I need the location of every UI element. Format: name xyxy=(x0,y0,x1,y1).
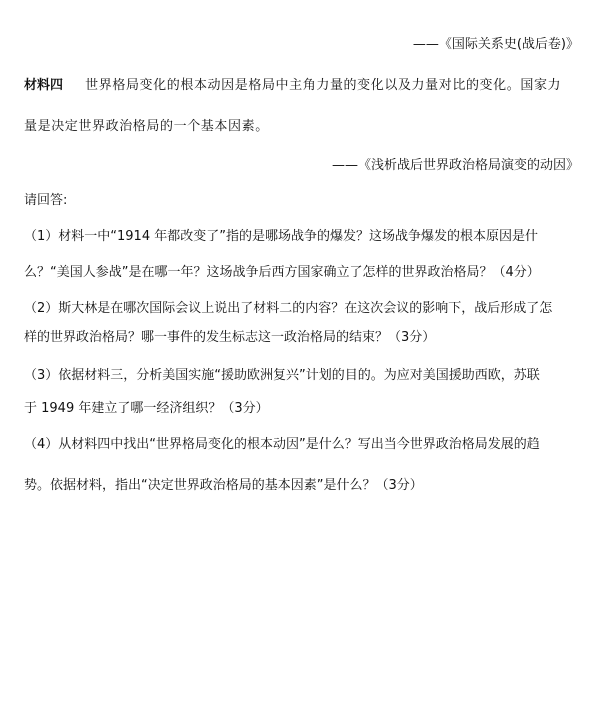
question-2-line-2: 样的世界政治格局？哪一事件的发生标志这一政治格局的结束？（3分） xyxy=(24,330,436,345)
material-text-line-2: 量是决定世界政治格局的一个基本因素。 xyxy=(24,119,269,134)
source-citation-2: ——《浅析战后世界政治格局演变的动因》 xyxy=(331,158,579,173)
source-citation-1: ——《国际关系史(战后卷)》 xyxy=(412,37,579,52)
question-2-line-1: （2）斯大林是在哪次国际会议上说出了材料二的内容？在这次会议的影响下，战后形成了怎 xyxy=(24,301,553,316)
question-1-line-1: （1）材料一中“1914 年都改变了”指的是哪场战争的爆发？这场战争爆发的根本原因是什 xyxy=(24,229,538,244)
question-3-line-1: （3）依据材料三，分析美国实施“援助欧洲复兴”计划的目的。为应对美国援助西欧，苏联 xyxy=(24,368,540,383)
question-4-line-1: （4）从材料四中找出“世界格局变化的根本动因”是什么？写出当今世界政治格局发展的趋 xyxy=(24,437,540,452)
material-label: 材料四 xyxy=(24,78,64,93)
question-1-line-2: 么？“美国人参战”是在哪一年？这场战争后西方国家确立了怎样的世界政治格局？（4分） xyxy=(24,265,540,280)
material-text-line-1: 世界格局变化的根本动因是格局中主角力量的变化以及力量对比的变化。国家力 xyxy=(85,78,562,93)
question-4-line-2: 势。依据材料，指出“决定世界政治格局的基本因素”是什么？（3分） xyxy=(24,478,423,493)
question-3-line-2: 于 1949 年建立了哪一经济组织？（3分） xyxy=(24,401,269,416)
material-four-first-line xyxy=(24,77,609,95)
prompt-label: 请回答: xyxy=(24,193,68,208)
